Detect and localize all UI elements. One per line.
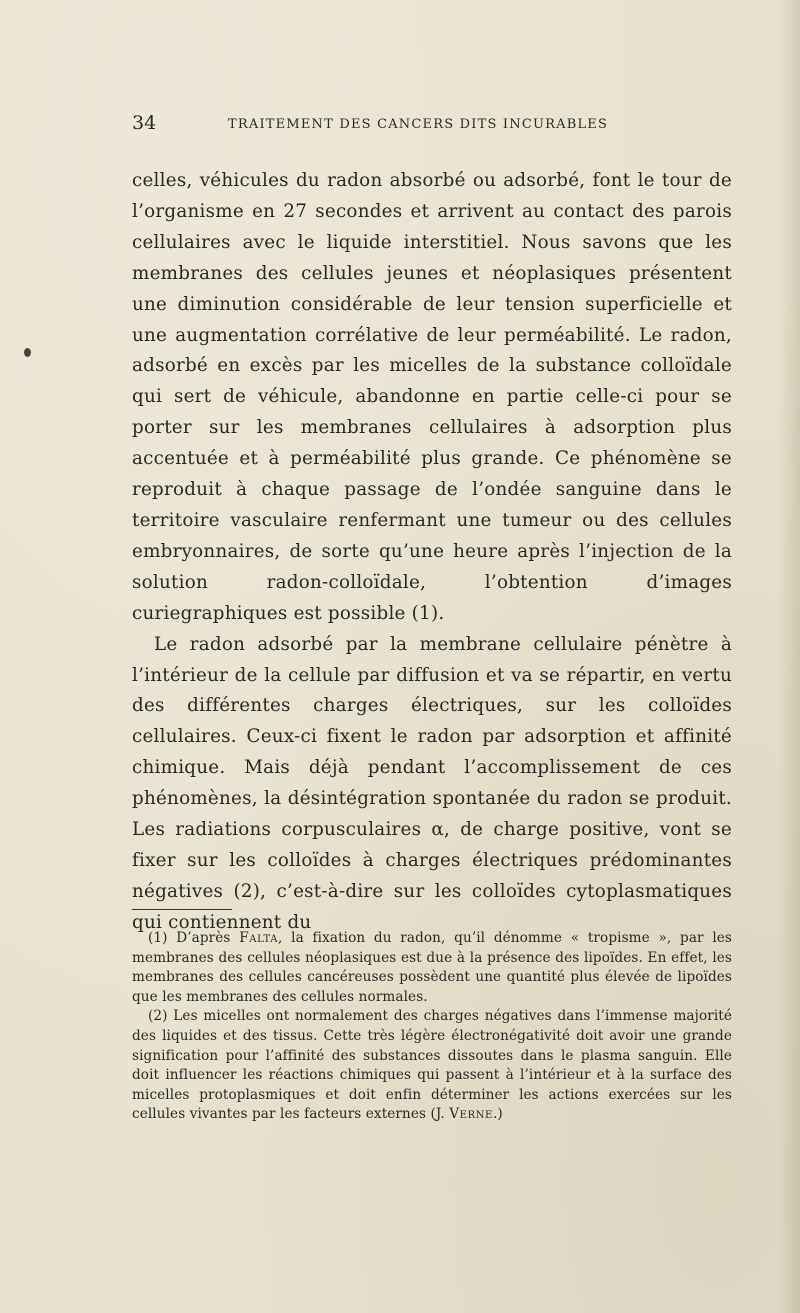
page-number: 34 — [132, 112, 157, 134]
page-header — [132, 112, 732, 142]
footnote-1 — [132, 929, 732, 1007]
running-title: TRAITEMENT DES CANCERS DITS INCURABLES — [228, 117, 609, 132]
footnote-rule — [132, 909, 232, 910]
footnote-1-author: Falta — [239, 930, 279, 946]
footnote-2-author: Verne — [449, 1106, 493, 1123]
page-edge-shadow — [778, 0, 800, 1313]
footnote-1-lead: (1) D’après — [148, 930, 240, 946]
footnote-2-text: (2) Les micelles ont normalement des charges négatives dans l’immense majorité des liquides et des tissus. Cette très légère électronégativité doit avoir une grande signification pour l’affinité des substances dissoutes dans le plasma sanguin. Elle doit influencer les réactions chimiques qui passent à l’intérieur et à la surface des micelles protoplasmiques et doit enfin déterminer les actions exercées sur les cellules vivantes par les facteurs externes (J. — [132, 1008, 732, 1123]
footnote-1-text: , la fixation du radon, qu’il dénomme « tropisme », par les membranes des cellules néoplasiques est due à la présence des lipoïdes. En effet, les membranes des cellules cancéreuses possèdent une quantité plus élevée de lipoïdes que les membranes des cellules normales. — [132, 930, 732, 1005]
footnotes — [132, 929, 732, 1125]
footnote-2 — [132, 1007, 732, 1125]
paragraph-2: Le radon adsorbé par la membrane cellulaire pénètre à l’intérieur de la cellule par diffusion et va se répartir, en vertu des différentes charges électriques, sur les colloïdes cellulaires. Ceux-ci fixent le radon par adsorption et affinité chimique. Mais déjà pendant l’accomplissement de ces phénomènes, la désintégration spontanée du radon se produit. Les radiations corpusculaires α, de charge positive, vont se fixer sur les colloïdes à charges électriques prédominantes négatives (2), c’est-à-dire sur les colloïdes cytoplasmatiques qui contiennent du — [132, 633, 732, 933]
body-text — [132, 166, 732, 939]
footnote-2-end: .) — [492, 1106, 503, 1123]
margin-ink-dot — [24, 348, 31, 357]
paragraph-1: celles, véhicules du radon absorbé ou adsorbé, font le tour de l’organisme en 27 secondes et arrivent au contact des parois cellulaires avec le liquide interstitiel. Nous savons que les membranes des cellules jeunes et néoplasiques présentent une diminution considérable de leur tension superficielle et une augmentation corrélative de leur perméabilité. Le radon, adsorbé en excès par les micelles de la substance colloïdale qui sert de véhicule, abandonne en partie celle-ci pour se porter sur les membranes cellulaires à adsorption plus accentuée et à perméabilité plus grande. Ce phénomène se reproduit à chaque passage de l’ondée sanguine dans le territoire vasculaire renfermant une tumeur ou des cellules embryonnaires, de sorte qu’une heure après l’injection de la solution radon-colloïdale, l’obtention d’images curiegraphiques est possible (1). — [132, 170, 732, 624]
